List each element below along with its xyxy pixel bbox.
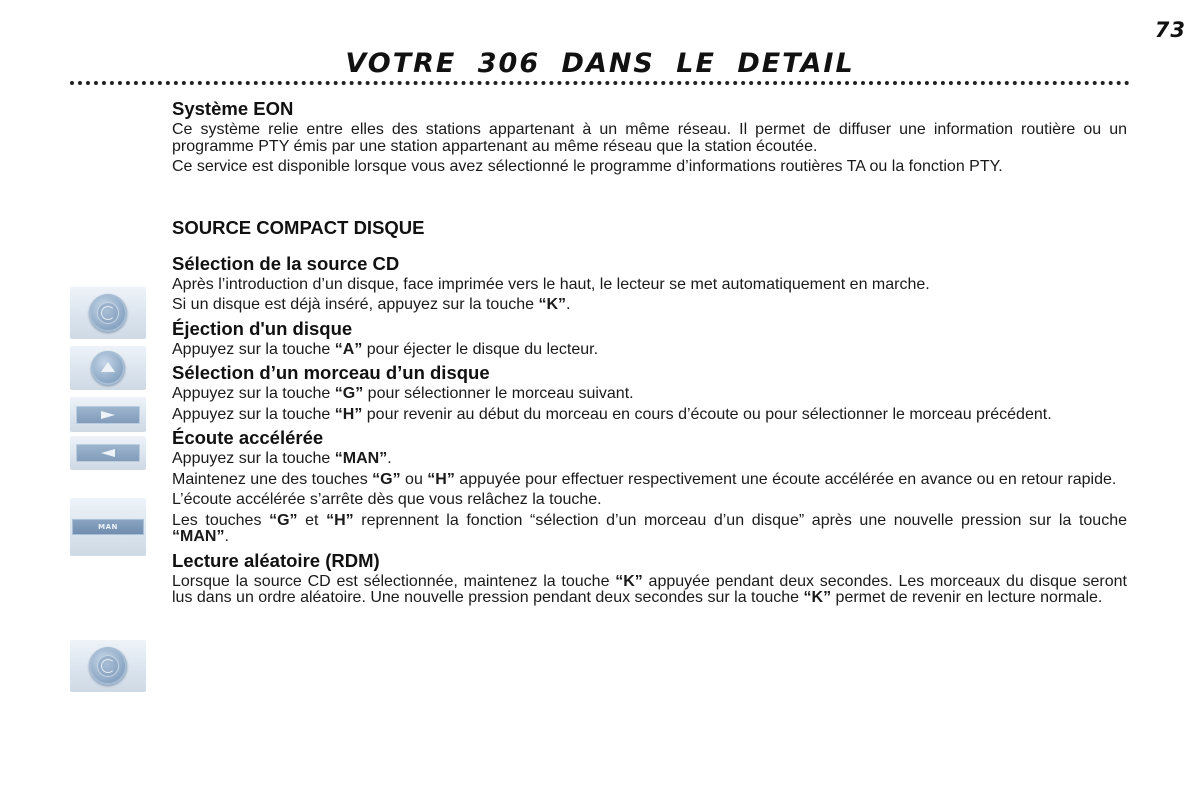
heading-random-play: Lecture aléatoire (RDM) (172, 549, 380, 571)
man-button-label: MAN (72, 519, 144, 535)
section-random-play (172, 550, 1127, 607)
cd-selection-paragraph-2: Si un disque est déjà inséré, appuyez sur la touche “K”. (172, 296, 571, 313)
eon-paragraph-2: Ce service est disponible lorsque vous avez sélectionné le programme d’informations routières TA ou la fonction PTY. (172, 158, 1003, 175)
previous-track-button-icon (70, 436, 146, 470)
heading-cd-selection: Sélection de la source CD (172, 252, 400, 274)
track-selection-paragraph-1: Appuyez sur la touche “G” pour sélectionner le morceau suivant. (172, 385, 634, 402)
fast-listening-paragraph-3: L’écoute accélérée s’arrête dès que vous relâchez la touche. (172, 491, 602, 508)
page-number: 73 (1154, 18, 1186, 42)
ejection-paragraph: Appuyez sur la touche “A” pour éjecter le disque du lecteur. (172, 340, 599, 358)
cd-selection-paragraph-1: Après l’introduction d’un disque, face imprimée vers le haut, le lecteur se met automatiquement en marche. (172, 275, 930, 293)
next-track-button-icon (70, 397, 146, 432)
heading-track-selection: Sélection d’un morceau d’un disque (172, 362, 490, 383)
section-fast-listening (172, 427, 1127, 546)
eon-paragraph-1: Ce système relie entre elles des stations appartenant à un même réseau. Il permet de diffuser une information routière ou un programme PTY émis par une station appartenant au même réseau que la station écoutée. (172, 121, 1127, 155)
fast-listening-paragraph-4: Les touches “G” et “H” reprennent la fonction “sélection d’un morceau d’un disque” après une nouvelle pression sur la touche “MAN”. (172, 511, 1128, 545)
random-play-button-icon (70, 640, 146, 692)
section-track-selection (172, 362, 1127, 423)
cd-source-button-icon (70, 287, 146, 339)
fast-listening-paragraph-2: Maintenez une des touches “G” ou “H” appuyée pour effectuer respectivement une écoute accélérée en avance ou en retour rapide. (172, 470, 1117, 488)
fast-listening-paragraph-1: Appuyez sur la touche “MAN”. (172, 450, 392, 467)
random-play-paragraph: Lorsque la source CD est sélectionnée, maintenez la touche “K” appuyée pendant deux secondes. Les morceaux du disque seront lus dans un ordre aléatoire. Une nouvelle pression pendant deux secondes sur la touche “K” permet de revenir en lecture normale. (172, 572, 1127, 606)
heading-compact-disc: SOURCE COMPACT DISQUE (172, 216, 425, 238)
man-button-icon (70, 498, 146, 556)
heading-eon: Système EON (172, 98, 294, 119)
section-ejection (172, 318, 1127, 359)
heading-fast-listening: Écoute accélérée (172, 427, 324, 448)
eject-button-icon (70, 346, 146, 390)
section-eon (172, 98, 1127, 176)
heading-ejection: Éjection d'un disque (172, 317, 353, 339)
section-cd-selection (172, 253, 1127, 314)
title-divider (70, 81, 1130, 85)
page-title: VOTRE 306 DANS LE DETAIL (345, 48, 855, 79)
track-selection-paragraph-2: Appuyez sur la touche “H” pour revenir au début du morceau en cours d’écoute ou pour sélectionner le morceau précédent. (172, 405, 1052, 423)
page-content (172, 98, 1127, 611)
